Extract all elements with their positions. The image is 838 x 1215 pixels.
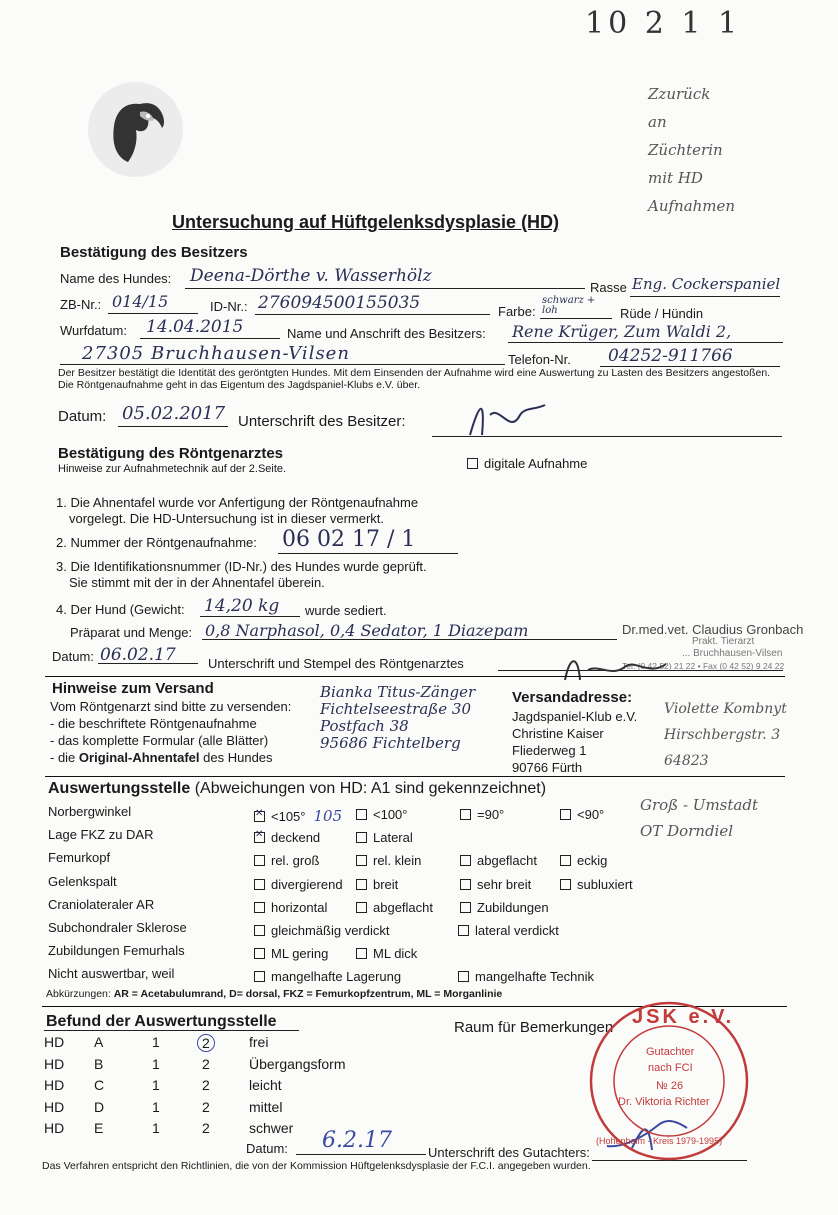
hw-address-line: Bianka Titus-Zänger [320, 683, 476, 701]
checkbox[interactable] [560, 855, 571, 866]
color-label: Farbe: [498, 304, 536, 319]
checkbox[interactable] [254, 902, 265, 913]
owner-date-value: 05.02.2017 [122, 403, 226, 424]
result-grade: E [94, 1120, 104, 1136]
evaluation-row-label: Gelenkspalt [48, 873, 117, 889]
evaluation-hw-line: Groß - Umstadt [640, 796, 758, 814]
result-sub1: 1 [152, 1077, 160, 1093]
checkbox[interactable] [460, 902, 471, 913]
spaniel-head-icon [88, 82, 183, 177]
evaluation-option[interactable] [460, 900, 549, 915]
owner-label: Name und Anschrift des Besitzers: [287, 326, 486, 341]
margin-note-top [648, 80, 735, 220]
evaluation-option[interactable] [356, 900, 433, 915]
result-sign-label: Unterschrift des Gutachters: [428, 1145, 590, 1160]
option-label: <100° [373, 807, 408, 822]
option-label: Lateral [373, 830, 413, 846]
seal-top: JSK e.V. [632, 1006, 735, 1028]
option-label: <90° [577, 807, 605, 822]
hw-right-line: 64823 [664, 753, 709, 769]
evaluation-option[interactable] [560, 853, 607, 868]
address-value: 27305 Bruchhausen-Vilsen [82, 343, 350, 364]
option-label: lateral verdickt [475, 923, 559, 938]
result-sub2: 2 [202, 1120, 210, 1136]
option-label: sehr breit [477, 876, 532, 892]
option-label: <105° [271, 809, 306, 824]
result-grade: A [94, 1034, 104, 1050]
option-label: =90° [477, 807, 505, 822]
result-sub2: 2 [197, 1034, 215, 1052]
shipping-hw-right [664, 696, 787, 774]
result-text: Übergangsform [249, 1055, 346, 1072]
vet-date-label: Datum: [52, 649, 94, 664]
option-label: rel. klein [373, 853, 422, 869]
vet-item3-a: 3. Die Identifikationsnummer (ID-Nr.) des Hundes wurde geprüft. [56, 559, 427, 574]
evaluation-option[interactable] [254, 946, 328, 961]
evaluation-option[interactable] [254, 853, 319, 868]
seal-line3: № 26 [656, 1080, 684, 1092]
vet-item1-b: vorgelegt. Die HD-Untersuchung ist in dieser vermerkt. [69, 511, 385, 526]
owner-note: Der Besitzer bestätigt die Identität des geröntgten Hundes. Mit dem Einsenden der Aufnahme wird eine Auswertung zu Lasten des Besitzers angestoßen. Die Röntgenaufnahme geht in das Eigentum des Jagdspaniel-Klubs e.V. über. [58, 367, 771, 391]
option-label: mangelhafte Technik [475, 969, 595, 985]
option-label: breit [373, 876, 399, 892]
result-grade: D [94, 1098, 105, 1115]
evaluation-row-label: Femurkopf [48, 850, 111, 866]
vet-sign-label: Unterschrift und Stempel des Röntgenarztes [208, 656, 464, 671]
hw-right-line: Hirschbergstr. 3 [664, 727, 781, 743]
option-label: eckig [577, 853, 608, 869]
seal-ring-text: (Hohenheim - Kreis 1979-1995) [596, 1136, 723, 1146]
id-value: 276094500155035 [258, 293, 421, 313]
evaluation-option[interactable] [356, 853, 421, 868]
checkbox[interactable] [356, 902, 367, 913]
evaluation-row-label: Norbergwinkel [48, 804, 132, 819]
result-sub1: 1 [152, 1034, 160, 1050]
owner-heading: Bestätigung des Besitzers [60, 244, 248, 261]
evaluation-option[interactable] [460, 807, 504, 822]
breed-label: Rasse [590, 280, 627, 295]
address-block [512, 708, 637, 776]
evaluation-option[interactable] [356, 830, 413, 845]
shipping-heading: Hinweise zum Versand [52, 680, 214, 697]
prep-value: 0,8 Narphasol, 0,4 Sedator, 1 Diazepam [205, 621, 529, 640]
margin-note-line: Züchterin [648, 141, 723, 159]
address-line: 90766 Fürth [512, 760, 583, 775]
margin-note-line: mit HD [648, 169, 703, 187]
checkbox[interactable] [356, 832, 367, 843]
margin-note-line: Aufnahmen [648, 197, 736, 215]
result-text: schwer [249, 1120, 294, 1136]
vet-stamp-name: Dr.med.vet. Claudius Gronbach [622, 622, 804, 637]
address-line: Jagdspaniel-Klub e.V. [512, 709, 638, 724]
zb-label: ZB-Nr.: [60, 297, 102, 312]
remarks-heading: Raum für Bemerkungen [454, 1019, 614, 1036]
vet-item1-a: 1. Die Ahnentafel wurde vor Anfertigung der Röntgenaufnahme [56, 495, 419, 510]
footer: Das Verfahren entspricht den Richtlinien, die von der Kommission Hüftgelenksdysplasie der F.C.I. angegeben wurden. [42, 1160, 591, 1172]
option-label: abgeflacht [477, 853, 537, 869]
prep-label: Präparat und Menge: [70, 625, 193, 640]
margin-note-line: an [648, 113, 667, 131]
option-label: horizontal [271, 899, 328, 915]
address-heading: Versandadresse: [512, 689, 633, 706]
evaluation-option[interactable] [254, 969, 401, 984]
checkbox[interactable] [254, 925, 265, 936]
result-date-value: 6.2.17 [322, 1128, 392, 1153]
digital-checkbox-box[interactable] [467, 458, 478, 469]
evaluation-option[interactable] [254, 900, 327, 915]
vet-item2-value: 06 02 17 / 1 [282, 527, 416, 552]
handwritten-angle: 105 [313, 807, 343, 825]
vet-item4-value: 14,20 kg [204, 596, 280, 616]
hw-address-line: Postfach 38 [320, 717, 409, 735]
option-label: divergierend [271, 876, 343, 892]
checkbox[interactable] [254, 855, 265, 866]
evaluation-row-label: Craniolateraler AR [48, 896, 155, 912]
shipping-hw-address [320, 684, 475, 752]
shipping-line4: - die Original-Ahnentafel des Hundes [50, 750, 273, 765]
digital-checkbox[interactable] [467, 456, 587, 471]
hw-address-line: Fichtelseestraße 30 [320, 700, 472, 718]
checkbox[interactable] [460, 809, 471, 820]
evaluation-row-label: Zubildungen Femurhals [48, 943, 185, 959]
hw-right-line: Violette Kombnyt [664, 701, 787, 717]
breed-value: Eng. Cockerspaniel [632, 275, 781, 293]
margin-note-line: Zzurück [648, 85, 711, 103]
option-label: deckend [271, 830, 321, 846]
vet-stamp-line3: Tel. (0 42 52) 21 22 • Fax (0 42 52) 9 24 22 [622, 661, 785, 671]
option-label: mangelhafte Lagerung [271, 969, 402, 985]
vet-item3-b: Sie stimmt mit der in der Ahnentafel überein. [69, 575, 325, 590]
checkbox[interactable] [356, 948, 367, 959]
result-hd: HD [44, 1077, 65, 1093]
seal-line4: Dr. Viktoria Richter [618, 1096, 710, 1108]
club-logo [88, 82, 183, 177]
digital-label: digitale Aufnahme [484, 456, 588, 471]
seal-line1: Gutachter [646, 1046, 695, 1058]
evaluation-option[interactable] [458, 923, 559, 938]
option-label: ML gering [271, 946, 329, 962]
result-hd: HD [44, 1055, 65, 1072]
checkbox[interactable] [460, 855, 471, 866]
result-sub1: 1 [152, 1098, 160, 1115]
shipping-line3: - das komplette Formular (alle Blätter) [50, 733, 269, 748]
examiner-seal [588, 1000, 750, 1162]
evaluation-option[interactable] [254, 923, 390, 938]
result-sub2: 2 [202, 1055, 210, 1072]
option-label: rel. groß [271, 853, 320, 869]
checkbox[interactable] [356, 879, 367, 890]
evaluation-option[interactable] [560, 807, 604, 822]
page-title: Untersuchung auf Hüftgelenksdysplasie (HD) [172, 212, 560, 232]
vet-item4-suffix: wurde sediert. [305, 603, 387, 618]
option-label: ML dick [373, 946, 418, 962]
owner-value: Rene Krüger, Zum Waldi 2, [512, 322, 732, 341]
option-label: subluxiert [577, 876, 633, 892]
checkbox[interactable] [254, 832, 265, 843]
result-sub1: 1 [152, 1120, 160, 1136]
vet-item2-label: 2. Nummer der Röntgenaufnahme: [56, 535, 257, 550]
result-date-label: Datum: [246, 1141, 288, 1156]
evaluation-option[interactable] [460, 877, 531, 892]
option-label: abgeflacht [373, 899, 433, 915]
evaluation-row-label: Nicht auswertbar, weil [48, 966, 175, 982]
birth-label: Wurfdatum: [60, 323, 127, 338]
vet-item4-label: 4. Der Hund (Gewicht: [56, 602, 185, 617]
result-grade: B [94, 1055, 104, 1072]
address-line: Fliederweg 1 [512, 743, 587, 758]
checkbox[interactable] [458, 925, 469, 936]
seal-line2: nach FCI [648, 1062, 693, 1074]
option-label: Zubildungen [477, 899, 549, 915]
evaluation-option[interactable] [356, 946, 417, 961]
result-hd: HD [44, 1120, 65, 1136]
evaluation-option[interactable] [560, 877, 633, 892]
checkbox[interactable] [356, 809, 367, 820]
result-text: frei [249, 1034, 269, 1050]
evaluation-hw-line: OT Dorndiel [640, 822, 734, 840]
phone-value: 04252-911766 [608, 346, 733, 366]
vet-stamp-line2: ... Bruchhausen-Vilsen [682, 648, 783, 659]
result-text: mittel [249, 1098, 283, 1115]
abbreviations: Abkürzungen: AR = Acetabulumrand, D= dorsal, FKZ = Femurkopfzentrum, ML = Morganlinie [46, 988, 503, 1000]
checkbox[interactable] [458, 971, 469, 982]
archive-number: 10 2 1 1 [585, 6, 742, 41]
result-text: leicht [249, 1077, 282, 1093]
shipping-line2: - die beschriftete Röntgenaufnahme [50, 716, 257, 731]
checkbox[interactable] [560, 809, 571, 820]
evaluation-option[interactable] [254, 830, 320, 845]
vet-heading: Bestätigung des Röntgenarztes [58, 445, 284, 462]
vet-signature [560, 650, 670, 686]
evaluation-option[interactable] [460, 853, 537, 868]
checkbox[interactable] [356, 855, 367, 866]
evaluation-heading: Auswertungsstelle (Abweichungen von HD: A1 sind gekennzeichnet) [48, 780, 547, 797]
result-hd: HD [44, 1098, 65, 1115]
address-line: Christine Kaiser [512, 726, 604, 741]
checkbox[interactable] [254, 948, 265, 959]
option-label: gleichmäßig verdickt [271, 923, 390, 938]
vet-date-value: 06.02.17 [100, 645, 176, 665]
zb-value: 014/15 [112, 292, 169, 311]
result-sub1: 1 [152, 1055, 160, 1072]
owner-signature [460, 395, 550, 445]
shipping-line1: Vom Röntgenarzt sind bitte zu versenden: [50, 699, 292, 714]
vet-stamp-line1: Prakt. Tierarzt [692, 636, 755, 647]
dog-name-value: Deena-Dörthe v. Wasserhölz [190, 266, 432, 286]
hw-address-line: 95686 Fichtelberg [320, 734, 461, 752]
evaluation-option[interactable] [254, 877, 343, 892]
id-label: ID-Nr.: [210, 299, 248, 314]
evaluation-option[interactable] [458, 969, 594, 984]
dog-name-label: Name des Hundes: [60, 271, 172, 286]
evaluation-row-label: Subchondraler Sklerose [48, 920, 187, 935]
checkbox[interactable] [254, 971, 265, 982]
phone-label: Telefon-Nr. [508, 352, 571, 367]
owner-signature-label: Unterschrift des Besitzer: [238, 413, 406, 430]
owner-date-label: Datum: [58, 408, 107, 425]
checkbox[interactable] [254, 811, 265, 822]
checkbox[interactable] [560, 879, 571, 890]
result-sub2: 2 [202, 1077, 210, 1093]
evaluation-option[interactable] [356, 877, 398, 892]
evaluation-option[interactable] [356, 807, 407, 822]
birth-value: 14.04.2015 [146, 317, 244, 337]
color-value: schwarz + loh [542, 295, 596, 316]
evaluation-row-label: Lage FKZ zu DAR [48, 827, 154, 843]
evaluation-hw-right [640, 792, 758, 844]
checkbox[interactable] [254, 879, 265, 890]
result-heading: Befund der Auswertungsstelle [46, 1013, 277, 1030]
result-grade: C [94, 1077, 105, 1093]
result-hd: HD [44, 1034, 65, 1050]
vet-hint: Hinweise zur Aufnahmetechnik auf der 2.Seite. [58, 463, 287, 475]
checkbox[interactable] [460, 879, 471, 890]
evaluation-option[interactable] [254, 807, 342, 825]
sex-label: Rüde / Hündin [620, 306, 704, 321]
result-sub2: 2 [202, 1098, 210, 1115]
